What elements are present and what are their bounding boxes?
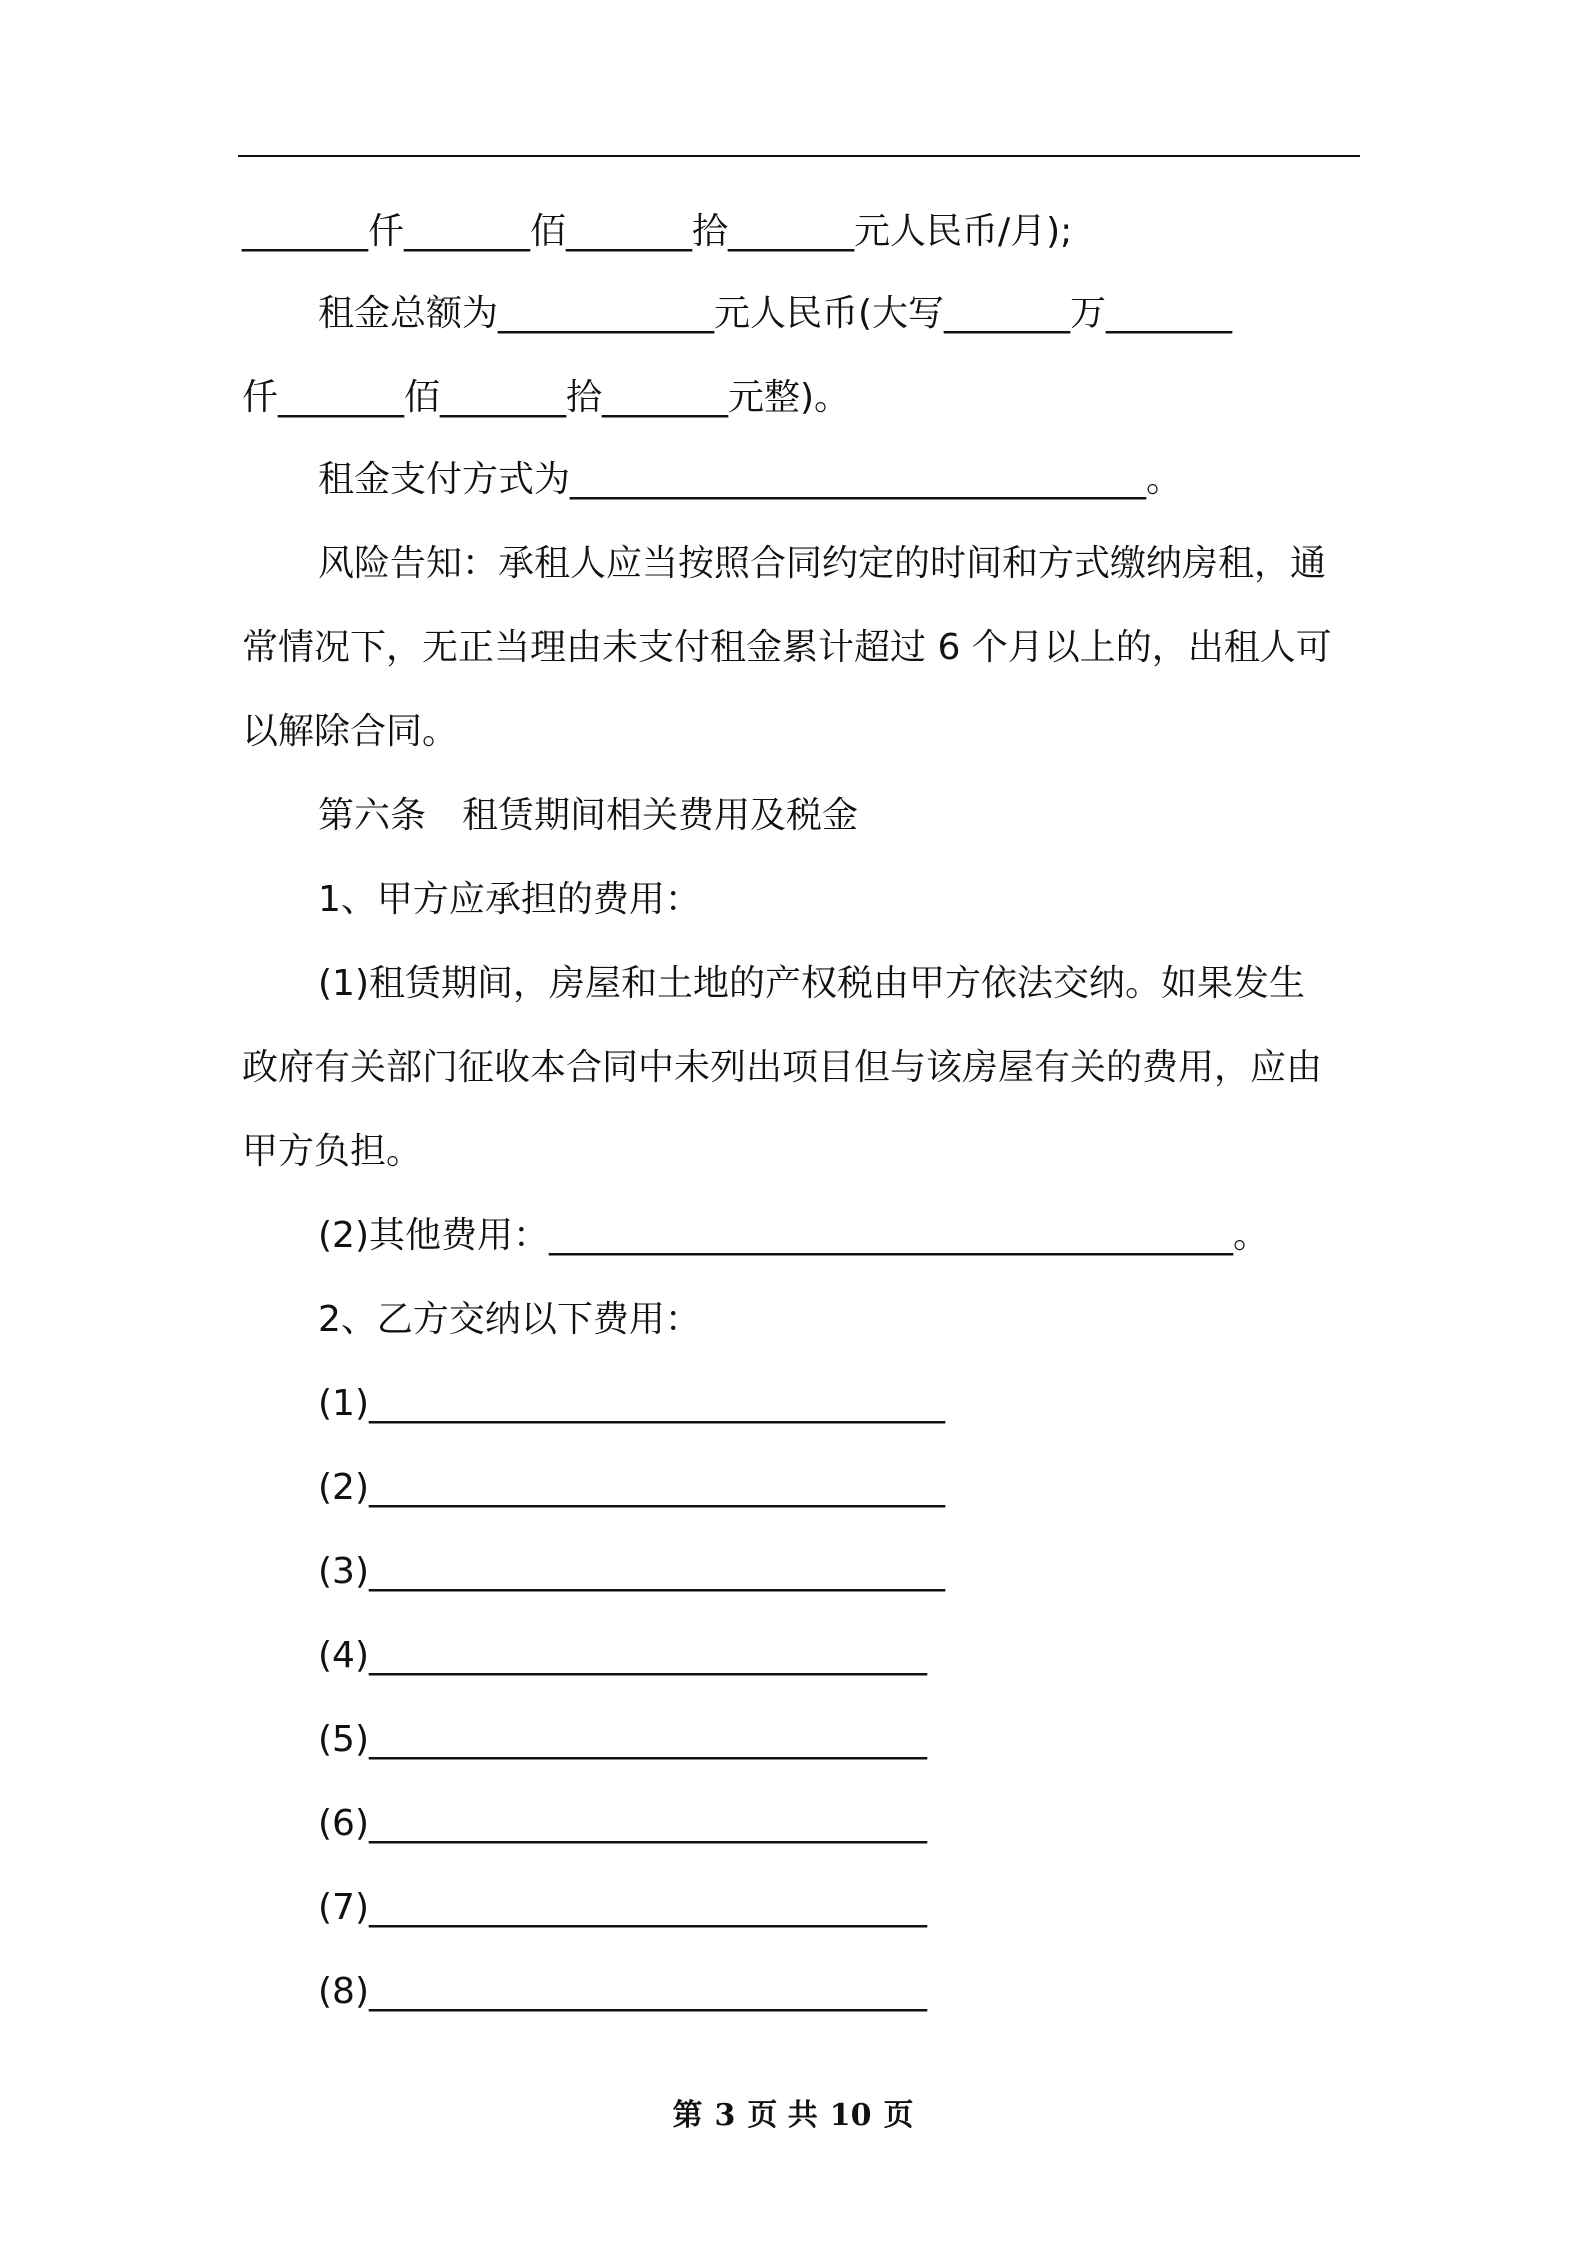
footer-total-pages: 10 [829,2098,872,2133]
party-b-fee-item-4: (4)_______________________________ [318,1635,927,1676]
party-b-fee-item-1: (1)________________________________ [318,1383,945,1424]
party-a-fee-1-line-1: (1)租赁期间，房屋和土地的产权税由甲方依法交纳。如果发生 [318,963,1305,1004]
risk-notice-line-3: 以解除合同。 [242,711,459,752]
party-b-fees-heading: 2、乙方交纳以下费用： [318,1299,701,1340]
party-b-fee-item-8: (8)_______________________________ [318,1971,927,2012]
payment-method-line: 租金支付方式为________________________________。 [318,459,1183,500]
party-b-fee-item-2: (2)________________________________ [318,1467,945,1508]
party-b-fee-item-6: (6)_______________________________ [318,1803,927,1844]
party-b-fee-item-3: (3)________________________________ [318,1551,945,1592]
footer-suffix: 页 [883,2098,914,2133]
header-rule [238,155,1360,157]
rent-total-line-cont: 仟_______佰_______拾_______元整)。 [242,377,851,418]
footer-middle: 页 共 [747,2098,818,2133]
party-a-fee-2-line: (2)其他费用：______________________________________。 [318,1215,1269,1256]
risk-notice-line-1: 风险告知：承租人应当按照合同约定的时间和方式缴纳房租，通 [318,543,1327,584]
party-b-fee-item-7: (7)_______________________________ [318,1887,927,1928]
party-a-fees-heading: 1、甲方应承担的费用： [318,879,701,920]
rent-amount-line-cont: _______仟_______佰_______拾_______元人民币/月); [242,211,1073,252]
rent-total-line: 租金总额为____________元人民币(大写_______万_______ [318,293,1233,334]
page-footer [0,2096,1586,2136]
risk-notice-line-2: 常情况下，无正当理由未支付租金累计超过 6 个月以上的，出租人可 [242,627,1332,668]
article-six-heading: 第六条 租赁期间相关费用及税金 [318,795,859,836]
party-a-fee-1-line-2: 政府有关部门征收本合同中未列出项目但与该房屋有关的费用，应由 [242,1047,1323,1088]
footer-prefix: 第 [672,2098,703,2133]
footer-current-page: 3 [714,2098,736,2133]
party-b-fee-item-5: (5)_______________________________ [318,1719,927,1760]
party-a-fee-1-line-3: 甲方负担。 [242,1131,423,1172]
